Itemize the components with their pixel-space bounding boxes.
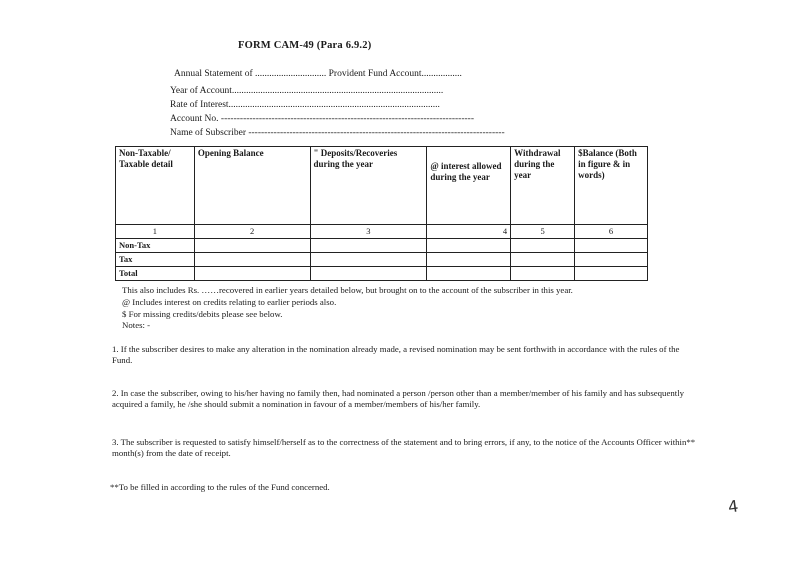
table-cell — [427, 267, 511, 281]
notes-heading: Notes: - — [122, 320, 151, 330]
statement-table — [115, 146, 648, 281]
table-cell — [575, 253, 648, 267]
column-number: 3 — [310, 225, 427, 239]
table-cell — [310, 267, 427, 281]
row-label-tax: Tax — [116, 253, 195, 267]
header-opening-balance: Opening Balance — [194, 147, 310, 225]
footnote: **To be filled in according to the rules of the Fund concerned. — [110, 482, 330, 492]
table-cell — [310, 253, 427, 267]
rate-of-interest-line: Rate of Interest......................................................................................... — [170, 100, 440, 110]
column-number: 1 — [116, 225, 195, 239]
note-interest: @ Includes interest on credits relating to earlier periods also. — [122, 297, 337, 307]
note-item-1: 1. If the subscriber desires to make any alteration in the nomination already made, a revised nomination may be sent forthwith in accordance with the rules of the Fund. — [112, 344, 680, 365]
table-cell — [575, 239, 648, 253]
table-cell — [511, 267, 575, 281]
table-cell — [575, 267, 648, 281]
account-no-line: Account No. -------------------------------------------------------------------------------- — [170, 114, 475, 124]
note-includes-rs: This also includes Rs. ……recovered in earlier years detailed below, but brought on to the account of the subscriber in this year. — [122, 285, 573, 295]
annual-statement-line: Annual Statement of .............................. Provident Fund Account................. — [174, 69, 462, 79]
row-label-non-tax: Non-Tax — [116, 239, 195, 253]
subscriber-name-line: Name of Subscriber --------------------------------------------------------------------------------- — [170, 128, 505, 138]
row-label-total: Total — [116, 267, 195, 281]
table-cell — [511, 253, 575, 267]
table-cell — [310, 239, 427, 253]
year-of-account-line: Year of Account......................................................................................... — [170, 86, 444, 96]
column-number: 5 — [511, 225, 575, 239]
table-cell — [427, 253, 511, 267]
note-missing-credits: $ For missing credits/debits please see below. — [122, 309, 283, 319]
table-cell — [194, 239, 310, 253]
column-number: 2 — [194, 225, 310, 239]
note-item-3: 3. The subscriber is requested to satisfy himself/herself as to the correctness of the statement and to bring errors, if any, to the notice of the Accounts Officer within** month(s) from the date of receipt. — [112, 437, 696, 458]
table-cell — [427, 239, 511, 253]
header-interest: @ interest allowed during the year — [427, 147, 511, 225]
header-deposits: " Deposits/Recoveries during the year — [310, 147, 427, 225]
table-cell — [194, 267, 310, 281]
column-number: 6 — [575, 225, 648, 239]
header-withdrawal: Withdrawal during the year — [511, 147, 575, 225]
note-item-2: 2. In case the subscriber, owing to his/her having no family then, had nominated a person /person other than a member/member of his family and has subsequently acquired a family, he /she should submit a nomination in favour of a member/members of his/her family. — [112, 388, 685, 409]
header-non-taxable: Non-Taxable/ Taxable detail — [116, 147, 195, 225]
page-number-mark: 4 — [726, 496, 740, 517]
table-cell — [511, 239, 575, 253]
form-title: FORM CAM-49 (Para 6.9.2) — [238, 40, 372, 51]
column-number: 4 — [427, 225, 511, 239]
header-balance: $Balance (Both in figure & in words) — [575, 147, 648, 225]
table-cell — [194, 253, 310, 267]
